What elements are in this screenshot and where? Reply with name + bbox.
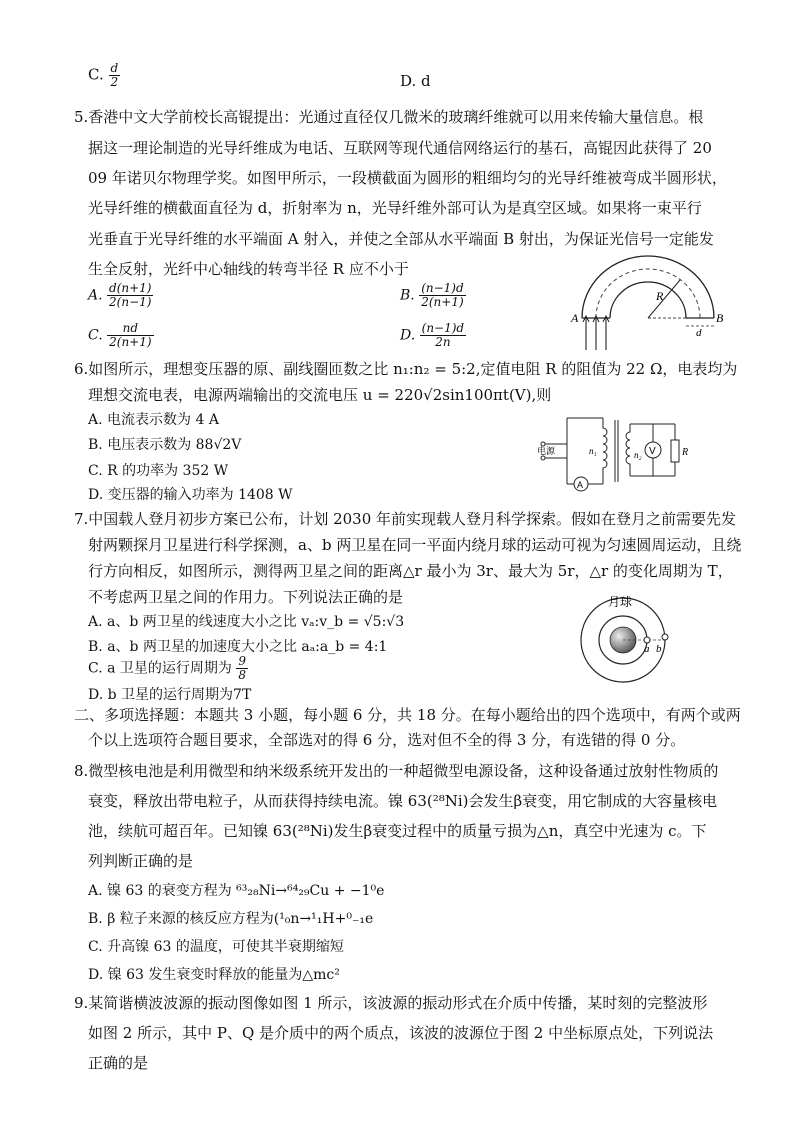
q5-option-c: C. $\frac{nd}{2(n+1)}$ — [88, 321, 152, 349]
q8-option-b: B. β 粒子来源的核反应方程为(¹₀n→¹₁H+⁰₋₁e — [88, 911, 374, 927]
fig-label-r: R — [656, 289, 664, 303]
q8-option-a: A. 镍 63 的衰变方程为 ⁶³₂₈Ni→⁶⁴₂₉Cu + −1⁰e — [88, 883, 385, 899]
q8-line-4: 列判断正确的是 — [88, 852, 194, 870]
fig-label-a6: A — [577, 480, 584, 490]
q8-line-1: 8.微型核电池是利用微型和纳米级系统开发出的一种超微型电源设备，这种设备通过放射性物质的 — [74, 762, 719, 780]
fiber-inner-arc — [610, 282, 686, 318]
fig-label-n2: n₂ — [634, 450, 642, 460]
q6-option-d: D. 变压器的输入功率为 1408 W — [88, 487, 293, 503]
q5-option-c-fraction: $\frac{nd}{2(n+1)}$ — [109, 321, 152, 349]
q5-line-5: 光垂直于光导纤维的水平端面 A 射入，并使之全部从水平端面 B 射出，为保证光信号一定能发 — [88, 230, 714, 248]
resistor — [671, 440, 679, 462]
q6-option-c: C. R 的功率为 352 W — [88, 463, 229, 479]
q5-fiber-figure — [568, 250, 728, 356]
q5-line-2: 据这一理论制造的光导纤维成为电话、互联网等现代通信网络运行的基石，高锟因此获得了 20 — [88, 139, 712, 157]
q6-line-1: 6.如图所示，理想变压器的原、副线圈匝数之比 n₁:n₂ = 5:2,定值电阻 R 的阻值为 22 Ω，电表均为 — [74, 360, 738, 378]
q7-option-d: D. b 卫星的运行周期为7T — [88, 687, 252, 703]
q4-option-c-label: C. — [88, 65, 104, 84]
q6-line-2: 理想交流电表，电源两端输出的交流电压 u = 220√2sin100πt(V),则 — [88, 386, 552, 404]
primary-coil — [603, 418, 607, 484]
q5-option-d-fraction: $\frac{(n-1)d}{2n}$ — [421, 321, 465, 349]
fig-label-v: V — [649, 446, 656, 457]
fig-label-n1: n₁ — [589, 446, 597, 456]
q5-option-a: A. $\frac{d(n+1)}{2(n-1)}$ — [88, 281, 152, 309]
section2-heading-1: 二、多项选择题：本题共 3 小题，每小题 6 分，共 18 分。在每小题给出的四个选项中，有两个或两 — [74, 706, 741, 724]
q6-option-a: A. 电流表示数为 4 A — [88, 412, 219, 428]
q8-option-d: D. 镍 63 发生衰变时释放的能量为△mc² — [88, 967, 340, 983]
q4-option-d: D. d — [400, 72, 431, 90]
fiber-outer-arc — [582, 256, 714, 318]
satellite-b — [662, 634, 668, 640]
q7-option-a: A. a、b 两卫星的线速度大小之比 vₐ:v_b = √5:√3 — [88, 614, 405, 630]
fig-label-source: 电源 — [537, 447, 556, 457]
q6-circuit-figure — [535, 410, 695, 496]
q4-option-c — [88, 62, 120, 89]
q5-line-4: 光导纤维的横截面直径为 d，折射率为 n，光导纤维外部可认为是真空区域。如果将一束平行 — [88, 199, 702, 217]
q7-option-c-fraction: $\frac{9}{8}$ — [238, 654, 247, 682]
q5-option-d: D. $\frac{(n-1)d}{2n}$ — [400, 321, 465, 349]
q6-option-b: B. 电压表示数为 88√2V — [88, 437, 242, 453]
q8-line-3: 池，续航可超百年。已知镍 63(²⁸Ni)发生β衰变过程中的质量亏损为△n，真空中光速为 c。下 — [88, 822, 707, 840]
fig-label-b7: b — [656, 643, 662, 655]
q9-line-3: 正确的是 — [88, 1054, 149, 1072]
q7-line-3: 行方向相反，如图所示，测得两卫星之间的距离△r 最小为 3r、最大为 5r，△r 的变化周期为 T， — [88, 562, 733, 580]
q7-option-c: C. a 卫星的运行周期为 $\frac{9}{8}$ — [88, 654, 247, 682]
q8-option-c: C. 升高镍 63 的温度，可使其半衰期缩短 — [88, 939, 344, 955]
q7-orbit-figure — [578, 592, 688, 688]
q7-option-b: B. a、b 两卫星的加速度大小之比 aₐ:a_b = 4:1 — [88, 639, 388, 655]
q5-line-1: 5.香港中文大学前校长高锟提出：光通过直径仅几微米的玻璃纤维就可以用来传输大量信息。根 — [74, 108, 704, 126]
q9-line-2: 如图 2 所示，其中 P、Q 是介质中的两个质点，该波的波源位于图 2 中坐标原点处，下列说法 — [88, 1024, 714, 1042]
fig-label-b: B — [716, 311, 724, 325]
q5-line-3: 09 年诺贝尔物理学奖。如图甲所示，一段横截面为圆形的粗细均匀的光导纤维被弯成半圆形状， — [88, 169, 727, 187]
q7-line-4: 不考虑两卫星之间的作用力。下列说法正确的是 — [88, 588, 404, 606]
fiber-center-arc — [596, 269, 700, 318]
q9-line-1: 9.某简谐横波波源的振动图像如图 1 所示，该波源的振动形式在介质中传播，某时刻的完整波形 — [74, 994, 708, 1012]
q7-line-2: 射两颗探月卫星进行科学探测，a、b 两卫星在同一平面内绕月球的运动可视为匀速圆周运动，且绕 — [88, 536, 742, 554]
fig-label-r6: R — [682, 447, 689, 458]
fig-label-a7: a — [644, 643, 650, 655]
q5-option-b: B. $\frac{(n-1)d}{2(n+1)}$ — [400, 281, 464, 309]
fig-label-a: A — [571, 311, 579, 325]
section2-heading-2: 个以上选项符合题目要求，全部选对的得 6 分，选对但不全的得 3 分，有选错的得 0 分。 — [88, 731, 686, 749]
q5-line-6: 生全反射，光纤中心轴线的转弯半径 R 应不小于 — [88, 260, 409, 278]
q5-option-a-fraction: $\frac{d(n+1)}{2(n-1)}$ — [109, 281, 152, 309]
fig-label-moon: 月球 — [608, 595, 633, 609]
q5-option-b-fraction: $\frac{(n-1)d}{2(n+1)}$ — [421, 281, 464, 309]
fig-label-d: d — [696, 327, 702, 339]
q4-option-c-fraction: $\frac{d}{2}$ — [110, 61, 119, 89]
q7-line-1: 7.中国载人登月初步方案已公布，计划 2030 年前实现载人登月科学探索。假如在登月之前需要先发 — [74, 510, 737, 528]
secondary-coil — [626, 424, 630, 476]
q8-line-2: 衰变，释放出带电粒子，从而获得持续电流。镍 63(²⁸Ni)会发生β衰变，用它制成的大容量核电 — [88, 792, 718, 810]
